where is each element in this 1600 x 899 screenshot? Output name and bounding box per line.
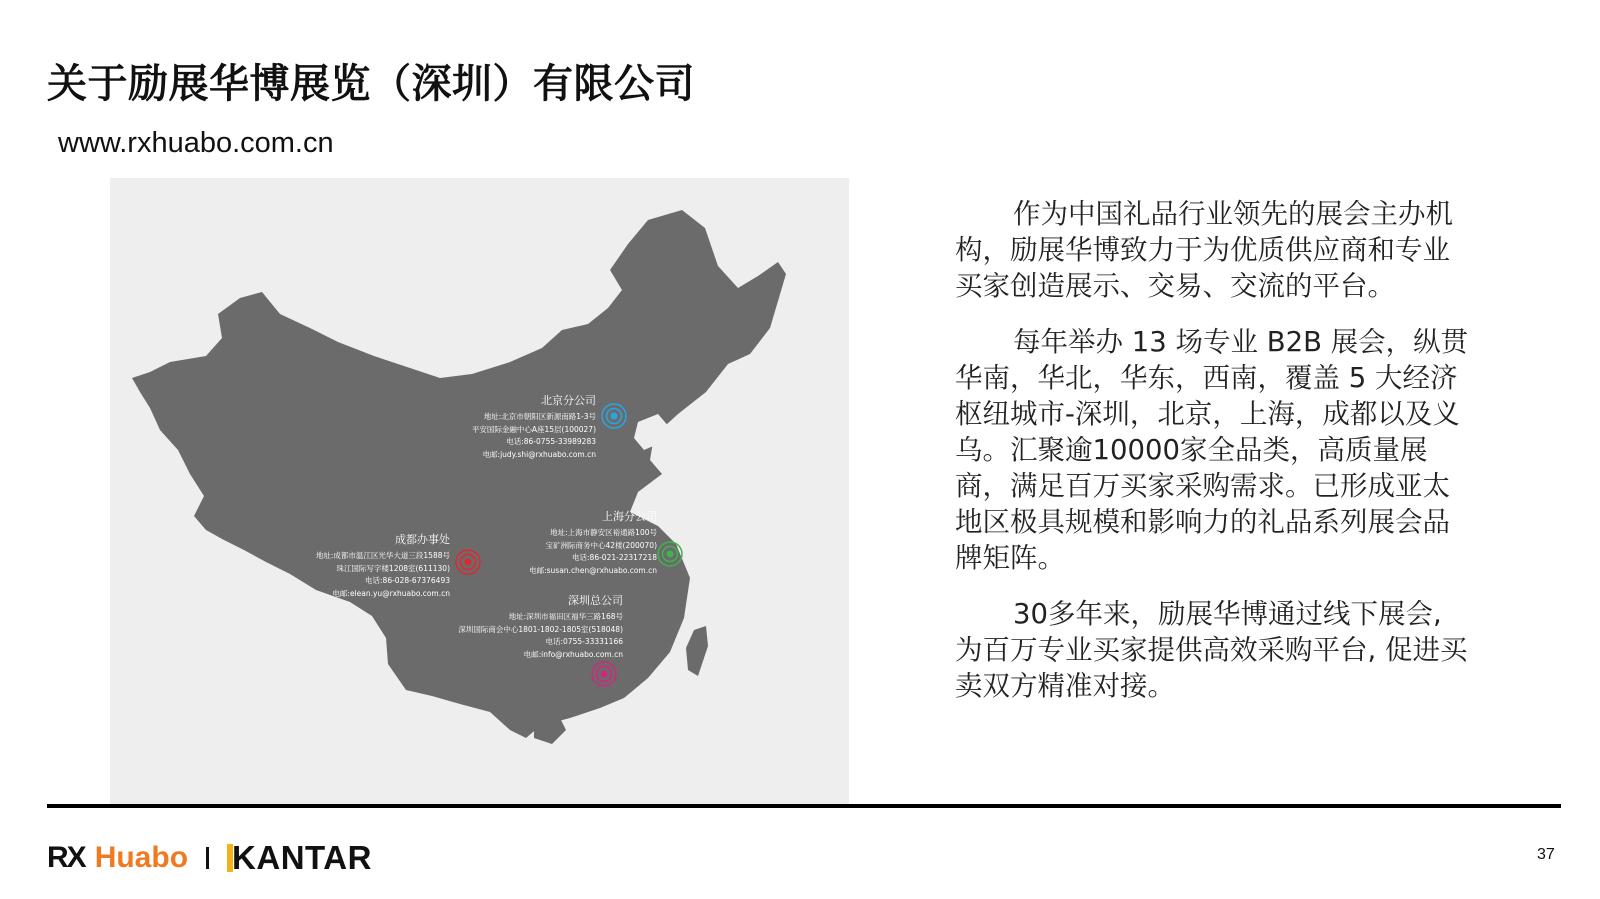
- office-name: 深圳总公司: [568, 594, 623, 607]
- office-email: 电邮:elean.yu@rxhuabo.com.cn: [332, 588, 450, 598]
- company-description: [955, 196, 1475, 724]
- description-paragraph: 作为中国礼品行业领先的展会主办机构，励展华博致力于为优质供应商和专业买家创造展示、交易、交流的平台。: [955, 198, 1453, 302]
- office-phone: 电话:86-028-67376493: [365, 576, 450, 585]
- rx-logo-mark: RX: [47, 841, 85, 874]
- office-building: 珠江国际写字楼1208室(611130): [336, 563, 450, 573]
- shanghai-office-info: [529, 508, 657, 577]
- logo-separator: [206, 847, 209, 869]
- office-address: 地址:深圳市福田区福华三路168号: [508, 612, 623, 621]
- kantar-logo-text: ANTAR: [256, 839, 372, 876]
- beijing-office-info: [472, 392, 596, 461]
- shenzhen-office-info: [458, 592, 623, 661]
- footer-divider: [47, 804, 1561, 808]
- website-url[interactable]: www.rxhuabo.com.cn: [58, 127, 334, 159]
- office-building: 平安国际金融中心A座15层(100027): [471, 424, 596, 434]
- office-email: 电邮:judy.shi@rxhuabo.com.cn: [482, 449, 596, 459]
- office-address: 地址:成都市温江区光华大道三段1588号: [315, 551, 450, 560]
- huabo-logo-text: Huabo: [94, 841, 189, 874]
- office-building: 宝矿洲际商务中心42楼(200070): [545, 540, 657, 550]
- page-title: 关于励展华博展览（深圳）有限公司: [47, 61, 695, 107]
- office-phone: 电话:86-021-22317218: [572, 553, 657, 562]
- chengdu-office-info: [316, 531, 450, 600]
- office-name: 上海分公司: [602, 510, 657, 523]
- office-phone: 电话:86-0755-33989283: [506, 437, 596, 446]
- taiwan-shape: [686, 626, 708, 676]
- office-email: 电邮:info@rxhuabo.com.cn: [523, 649, 623, 659]
- description-paragraph: 30多年来，励展华博通过线下展会, 为百万专业买家提供高效采购平台, 促进买卖双方精准对接。: [955, 598, 1468, 702]
- page-number: 37: [1537, 846, 1555, 863]
- office-address: 地址:北京市朝阳区新源南路1-3号: [483, 412, 596, 421]
- footer-logo: [47, 838, 372, 878]
- office-building: 深圳国际商会中心1801-1802-1805室(518048): [458, 624, 623, 634]
- description-paragraph: 每年举办 13 场专业 B2B 展会，纵贯华南，华北，华东，西南，覆盖 5 大经济枢纽城市-深圳，北京，上海，成都以及义乌。汇聚逾10000家全品类，高质量展商，满足百万买家采购需求。已形成亚太地区极具规模和影响力的礼品系列展会品牌矩阵。: [955, 326, 1469, 574]
- office-name: 成都办事处: [395, 533, 450, 546]
- office-address: 地址:上海市静安区裕通路100号: [550, 528, 657, 537]
- kantar-logo: KANTAR: [227, 839, 372, 877]
- office-phone: 电话:0755-33331166: [545, 637, 623, 646]
- office-email: 电邮:susan.chen@rxhuabo.com.cn: [529, 565, 657, 575]
- china-map-graphic: [110, 178, 849, 805]
- office-name: 北京分公司: [541, 394, 596, 407]
- china-office-map: [110, 178, 849, 805]
